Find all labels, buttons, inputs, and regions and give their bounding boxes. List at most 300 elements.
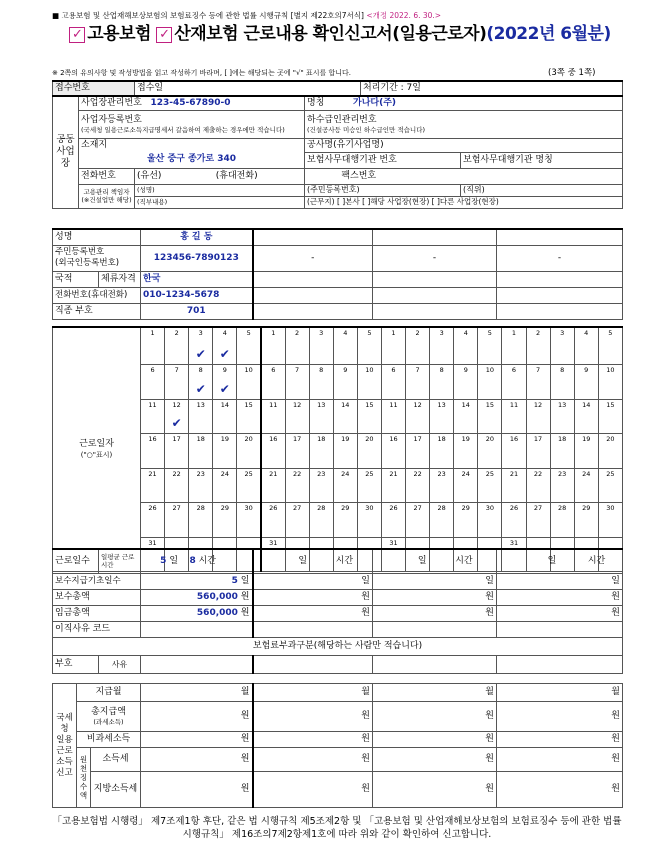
worker-id-field[interactable] [141, 245, 253, 271]
day-number: 15 [598, 399, 622, 416]
day-number: 5 [357, 327, 381, 347]
day-mark-cell[interactable] [189, 451, 213, 469]
day-number: 29 [333, 503, 357, 520]
day-number: 10 [237, 365, 261, 382]
day-number: 30 [478, 503, 502, 520]
day-number: 20 [478, 434, 502, 451]
day-mark-cell[interactable] [165, 416, 189, 434]
day-mark-cell[interactable] [333, 416, 357, 434]
day-mark-cell[interactable] [502, 451, 526, 469]
day-mark-cell[interactable] [213, 416, 237, 434]
checkbox-industrial[interactable]: ✓ [156, 27, 172, 43]
day-mark-cell[interactable] [237, 451, 261, 469]
day-number: 11 [502, 399, 526, 416]
day-mark-cell[interactable] [454, 520, 478, 538]
day-number: 15 [357, 399, 381, 416]
worker3-wage[interactable]: 원 [373, 605, 497, 621]
worker3-income-tax[interactable]: 원 [373, 748, 497, 772]
day-mark-cell[interactable] [598, 347, 622, 365]
pay-days-field[interactable] [141, 573, 253, 589]
day-number: 26 [141, 503, 165, 520]
pay-month-field[interactable]: 월 [141, 684, 253, 702]
day-number: 18 [430, 434, 454, 451]
day-mark-cell[interactable] [189, 520, 213, 538]
worker4-id[interactable]: - [497, 245, 623, 271]
worker3-premium[interactable] [373, 655, 497, 673]
day-number: 5 [478, 327, 502, 347]
day-mark-cell[interactable] [381, 382, 405, 400]
day-mark-cell[interactable] [502, 520, 526, 538]
day-mark-cell[interactable] [357, 347, 381, 365]
worker4-phone[interactable] [497, 287, 623, 303]
sub-mgmt-field[interactable] [305, 110, 623, 138]
nationality-value: 한국 [143, 273, 161, 284]
day-number: 4 [574, 327, 598, 347]
day-mark-cell[interactable] [309, 451, 333, 469]
day-mark-cell[interactable] [574, 451, 598, 469]
worker2-premium[interactable] [253, 655, 373, 673]
address-value: 울산 중구 종가로 340 [146, 154, 237, 165]
worker2-nation[interactable] [253, 271, 373, 287]
day-mark-cell[interactable] [261, 382, 285, 400]
project-field[interactable]: 공사명(유기사업명) [305, 138, 623, 152]
day-number: 21 [381, 468, 405, 485]
day-mark-cell[interactable] [550, 451, 574, 469]
worker2-phone[interactable] [253, 287, 373, 303]
worker2-job[interactable] [253, 303, 373, 319]
day-mark-cell[interactable] [165, 485, 189, 503]
day-mark-cell[interactable] [213, 485, 237, 503]
day-mark-cell[interactable] [165, 451, 189, 469]
worker4-pay[interactable]: 원 [497, 589, 623, 605]
day-number: 8 [550, 365, 574, 382]
nontax-field[interactable]: 원 [141, 732, 253, 748]
worker4-total-paid[interactable]: 원 [497, 702, 623, 732]
day-unit: 일 [169, 555, 179, 566]
day-mark-cell[interactable] [261, 347, 285, 365]
day-mark-cell[interactable] [141, 485, 165, 503]
job-code-label: 직종 부호 [53, 303, 141, 319]
day-mark-cell[interactable] [478, 347, 502, 365]
day-number: 25 [478, 468, 502, 485]
avg-hours-label: 일평균 근로시간 [99, 549, 141, 573]
worker2-nontax[interactable]: 원 [253, 732, 373, 748]
day-mark-cell[interactable] [454, 485, 478, 503]
day-number: 10 [357, 365, 381, 382]
title-daily-worker: (일용근로자) [392, 24, 487, 44]
title-industrial: 산재보험 근로내용 확인신고서 [174, 24, 393, 44]
total-wage-value: 560,000 [196, 607, 238, 618]
day-mark-cell[interactable] [526, 382, 550, 400]
day-number: 25 [357, 468, 381, 485]
worker3-phone[interactable] [373, 287, 497, 303]
worker2-pay[interactable]: 원 [253, 589, 373, 605]
work-days-label: 근로일수 [53, 549, 99, 573]
worker3-local-tax[interactable]: 원 [373, 772, 497, 808]
day-mark-cell[interactable] [406, 347, 430, 365]
day-mark-cell[interactable] [550, 485, 574, 503]
day-number: 15 [237, 399, 261, 416]
local-tax-field[interactable]: 원 [141, 772, 253, 808]
total-paid-field[interactable]: 원 [141, 702, 253, 732]
reg-no-label: 사업자등록번호 [81, 114, 142, 125]
day-mark-cell[interactable] [261, 451, 285, 469]
day-mark-cell[interactable] [502, 416, 526, 434]
day-number: 7 [406, 365, 430, 382]
total-pay-value: 560,000 [196, 591, 238, 602]
manager-dept-field[interactable]: (직부내용) [135, 196, 305, 208]
manager-work-field[interactable]: (근무지) [ ]본사 [ ]해당 사업장(현장) [ ]다른 사업장(현장) [305, 196, 623, 208]
day-number: 12 [406, 399, 430, 416]
day-mark-cell[interactable] [550, 382, 574, 400]
day-mark-cell[interactable] [357, 451, 381, 469]
worker4-premium[interactable] [497, 655, 623, 673]
day-mark-cell[interactable] [430, 451, 454, 469]
day-mark-cell[interactable] [406, 485, 430, 503]
worker2-wage[interactable]: 원 [253, 605, 373, 621]
worker-name-field[interactable] [141, 229, 253, 245]
day-mark-cell[interactable] [357, 520, 381, 538]
worker2-total-paid[interactable]: 원 [253, 702, 373, 732]
day-mark-cell[interactable] [141, 382, 165, 400]
work-days-field[interactable] [141, 549, 253, 573]
worker4-pay-days[interactable]: 일 [497, 573, 623, 589]
checkbox-employment[interactable]: ✓ [69, 27, 85, 43]
day-mark-cell[interactable] [165, 347, 189, 365]
day-mark-cell[interactable] [309, 485, 333, 503]
worker4-nation[interactable] [497, 271, 623, 287]
leave-reason-label: 이직사유 코드 [53, 621, 141, 637]
check-mark-icon: ✔ [195, 347, 206, 361]
worker3-id[interactable]: - [373, 245, 497, 271]
day-mark-cell[interactable] [333, 485, 357, 503]
day-mark-cell[interactable] [141, 347, 165, 365]
day-number: 9 [574, 365, 598, 382]
worker4-leave[interactable] [497, 621, 623, 637]
day-number: 8 [189, 365, 213, 382]
day-mark-cell[interactable] [598, 485, 622, 503]
day-mark-cell[interactable] [261, 416, 285, 434]
day-number: 3 [550, 327, 574, 347]
income-tax-label: 소득세 [91, 748, 141, 772]
manager-position-field[interactable]: (직위) [461, 184, 623, 196]
day-number: 18 [189, 434, 213, 451]
day-mark-cell[interactable] [333, 520, 357, 538]
day-mark-cell[interactable] [333, 451, 357, 469]
agent-no-field[interactable]: 보험사무대행기관 번호 [305, 152, 461, 168]
day-mark-cell[interactable] [574, 485, 598, 503]
worker3-month[interactable]: 월 [373, 684, 497, 702]
day-mark-cell[interactable] [285, 520, 309, 538]
day-mark-cell[interactable] [333, 382, 357, 400]
worker4-month[interactable]: 월 [497, 684, 623, 702]
worker3-nontax[interactable]: 원 [373, 732, 497, 748]
day-mark-cell[interactable] [237, 382, 261, 400]
day-mark-cell[interactable] [478, 451, 502, 469]
day-mark-cell[interactable] [430, 416, 454, 434]
phone-wired-label: (유선) [137, 170, 162, 181]
day-mark-cell[interactable] [261, 520, 285, 538]
day-mark-cell[interactable] [285, 416, 309, 434]
day-mark-cell[interactable] [381, 520, 405, 538]
worker4-wage[interactable]: 원 [497, 605, 623, 621]
day-mark-cell[interactable] [526, 485, 550, 503]
mgmt-no-label: 사업장관리번호 [81, 97, 142, 108]
day-mark-cell[interactable] [189, 382, 213, 400]
day-mark-cell[interactable] [237, 347, 261, 365]
worker3-total-paid[interactable]: 원 [373, 702, 497, 732]
day-mark-cell[interactable] [309, 416, 333, 434]
day-mark-cell[interactable] [406, 520, 430, 538]
job-code-value: 701 [186, 305, 206, 316]
day-mark-cell[interactable] [213, 451, 237, 469]
manager-label: 고용관리 책임자 [83, 188, 130, 196]
worker3-nation[interactable] [373, 271, 497, 287]
worker4-job[interactable] [497, 303, 623, 319]
check-mark-icon: ✔ [195, 381, 206, 396]
day-number: 10 [478, 365, 502, 382]
won-unit: 원 [240, 591, 250, 602]
worker3-pay[interactable]: 원 [373, 589, 497, 605]
day-mark-cell[interactable] [406, 451, 430, 469]
day-mark-cell[interactable] [574, 382, 598, 400]
day-mark-cell[interactable] [237, 416, 261, 434]
worker-id-label [53, 245, 141, 271]
day-number: 13 [550, 399, 574, 416]
instruction-note: ※ 2쪽의 유의사항 및 작성방법을 읽고 작성하기 바라며, [ ]에는 해당되는 곳에 "√" 표시를 합니다. [52, 69, 351, 77]
day-mark-cell[interactable] [357, 485, 381, 503]
manager-id-field[interactable]: (주민등록번호) [305, 184, 461, 196]
day-mark-cell[interactable] [381, 485, 405, 503]
day-mark-cell[interactable] [526, 347, 550, 365]
worker4-name[interactable] [497, 229, 623, 245]
day-number: 16 [141, 434, 165, 451]
day-mark-cell[interactable] [237, 520, 261, 538]
premium-reason-label: 사유 [99, 655, 141, 673]
day-mark-cell[interactable] [478, 382, 502, 400]
worker2-pay-days[interactable]: 일 [253, 573, 373, 589]
day-mark-cell[interactable] [526, 416, 550, 434]
worker4-income-tax[interactable]: 원 [497, 748, 623, 772]
day-mark-cell[interactable] [502, 347, 526, 365]
day-mark-cell[interactable] [430, 347, 454, 365]
day-mark-cell[interactable] [526, 451, 550, 469]
premium-code-label: 부호 [53, 655, 99, 673]
day-number: 22 [165, 468, 189, 485]
worker2-days[interactable] [253, 549, 373, 573]
day-mark-cell[interactable] [502, 485, 526, 503]
day-mark-cell[interactable] [574, 520, 598, 538]
agent-name-field[interactable]: 보험사무대행기관 명칭 [461, 152, 623, 168]
day-mark-cell[interactable] [213, 347, 237, 365]
day-mark-cell[interactable] [237, 485, 261, 503]
day-mark-cell[interactable] [165, 382, 189, 400]
day-mark-cell[interactable] [598, 416, 622, 434]
day-number: 22 [406, 468, 430, 485]
work-days-label: 근로일자 [79, 438, 114, 449]
day-number: 12 [526, 399, 550, 416]
total-pay-field[interactable] [141, 589, 253, 605]
day-mark-cell[interactable] [454, 347, 478, 365]
day-number: 31 [381, 537, 405, 554]
leave-reason-field[interactable] [141, 621, 253, 637]
worker2-name[interactable] [253, 229, 373, 245]
worker2-leave[interactable] [253, 621, 373, 637]
day-mark-cell[interactable] [574, 416, 598, 434]
day-mark-cell[interactable] [381, 347, 405, 365]
day-mark-cell[interactable] [574, 347, 598, 365]
day-mark-cell[interactable] [550, 520, 574, 538]
manager-name-field[interactable]: (성명) [135, 184, 305, 196]
form-header [52, 10, 441, 21]
day-number: 2 [526, 327, 550, 347]
day-mark-cell[interactable] [454, 382, 478, 400]
day-number: 23 [309, 468, 333, 485]
fax-field[interactable] [305, 168, 623, 184]
day-mark-cell[interactable] [213, 520, 237, 538]
day-number: 17 [165, 434, 189, 451]
stay-status-label: 체류자격 [99, 271, 141, 287]
company-name-field[interactable] [305, 96, 623, 110]
day-number: 27 [165, 503, 189, 520]
day-number: 9 [454, 365, 478, 382]
day-mark-cell[interactable] [598, 520, 622, 538]
day-mark-cell[interactable] [285, 451, 309, 469]
day-mark-cell[interactable] [309, 347, 333, 365]
day-number: 31 [261, 537, 285, 554]
hour-unit: 시간 [455, 555, 473, 566]
day-number: 3 [309, 327, 333, 347]
day-mark-cell[interactable] [189, 347, 213, 365]
total-paid-label-line1: 총지급액 [91, 707, 126, 717]
company-name-value: 가나다(주) [353, 97, 397, 108]
nationality-field[interactable] [141, 271, 253, 287]
income-tax-field[interactable]: 원 [141, 748, 253, 772]
day-mark-cell[interactable] [189, 416, 213, 434]
worker-id-label-line1: 주민등록번호 [55, 247, 105, 257]
day-mark-cell[interactable] [526, 520, 550, 538]
day-mark-cell[interactable] [550, 347, 574, 365]
day-mark-cell[interactable] [357, 382, 381, 400]
day-mark-cell[interactable] [598, 451, 622, 469]
worker3-pay-days[interactable]: 일 [373, 573, 497, 589]
day-mark-cell[interactable] [381, 416, 405, 434]
day-mark-cell[interactable] [141, 416, 165, 434]
work-days-label-cell [53, 327, 141, 572]
receipt-date-label: 접수일 [135, 81, 361, 96]
day-mark-cell[interactable] [598, 382, 622, 400]
fax-label: 팩스번호 [341, 170, 377, 181]
day-mark-cell[interactable] [285, 485, 309, 503]
day-mark-cell[interactable] [478, 485, 502, 503]
day-mark-cell[interactable] [478, 520, 502, 538]
address-field[interactable] [79, 152, 305, 168]
day-mark-cell[interactable] [261, 485, 285, 503]
job-code-field[interactable] [141, 303, 253, 319]
day-number: 12 [285, 399, 309, 416]
form-title [60, 24, 620, 45]
day-mark-cell[interactable] [165, 520, 189, 538]
day-mark-cell[interactable] [406, 416, 430, 434]
day-mark-cell[interactable] [309, 382, 333, 400]
worker2-income-tax[interactable]: 원 [253, 748, 373, 772]
worker3-leave[interactable] [373, 621, 497, 637]
worker4-days[interactable] [497, 549, 623, 573]
reg-no-field[interactable] [79, 110, 305, 138]
day-number: 28 [189, 503, 213, 520]
day-mark-cell[interactable] [550, 416, 574, 434]
day-mark-cell[interactable] [189, 485, 213, 503]
day-mark-cell[interactable] [478, 416, 502, 434]
check-mark-icon: ✔ [219, 381, 230, 396]
day-unit: 일 [298, 555, 308, 566]
total-wage-field[interactable] [141, 605, 253, 621]
day-mark-cell[interactable] [357, 416, 381, 434]
hours-value: 8 [189, 555, 196, 566]
day-mark-cell[interactable] [406, 382, 430, 400]
day-mark-cell[interactable] [309, 520, 333, 538]
day-number: 30 [357, 503, 381, 520]
nontax-label: 비과세소득 [77, 732, 141, 748]
day-number: 14 [333, 399, 357, 416]
worker-id-value: 123456-7890123 [153, 252, 239, 263]
worker2-id[interactable]: - [253, 245, 373, 271]
worker-phone-field[interactable] [141, 287, 253, 303]
tax-table [52, 683, 623, 808]
receipt-no-label: 접수번호 [53, 81, 135, 96]
worker2-local-tax[interactable]: 원 [253, 772, 373, 808]
pay-days-value: 5 [231, 575, 238, 586]
day-number: 4 [454, 327, 478, 347]
worker3-job[interactable] [373, 303, 497, 319]
worker4-nontax[interactable]: 원 [497, 732, 623, 748]
day-mark-cell[interactable] [333, 347, 357, 365]
day-mark-cell[interactable] [285, 382, 309, 400]
worker2-month[interactable]: 월 [253, 684, 373, 702]
worker3-days[interactable] [373, 549, 497, 573]
mgmt-no-field[interactable] [79, 96, 305, 110]
day-number: 1 [141, 327, 165, 347]
manager-note: (※건설업만 해당) [81, 196, 132, 204]
day-mark-cell[interactable] [430, 520, 454, 538]
day-mark-cell[interactable] [430, 485, 454, 503]
sub-mgmt-note: (건설공사등 미승인 하수급인만 적습니다) [307, 125, 426, 134]
company-name-label: 명칭 [307, 97, 325, 108]
day-mark-cell[interactable] [454, 451, 478, 469]
day-mark-cell[interactable] [285, 347, 309, 365]
day-number: 20 [357, 434, 381, 451]
day-mark-cell[interactable] [454, 416, 478, 434]
day-mark-cell[interactable] [141, 451, 165, 469]
withholding-label: 원천징수액 [77, 748, 91, 808]
day-mark-cell[interactable] [502, 382, 526, 400]
day-number: 11 [141, 399, 165, 416]
premium-field[interactable] [141, 655, 253, 673]
day-mark-cell[interactable] [213, 382, 237, 400]
worker4-local-tax[interactable]: 원 [497, 772, 623, 808]
phone-field[interactable] [135, 168, 305, 184]
day-mark-cell[interactable] [381, 451, 405, 469]
day-number: 19 [213, 434, 237, 451]
worker-name-label: 성명 [53, 229, 141, 245]
declaration-text: 「고용보험법 시행령」 제7조제1항 후단, 같은 법 시행규칙 제5조제2항 및 「고용보험 및 산업재해보상보험의 보험료징수 등에 관한 법률 시행규칙」 제16조의7제2항제1호에 따라 위와 같이 확인하여 신고합니다. [52, 816, 622, 840]
day-number: 19 [574, 434, 598, 451]
nationality-label: 국적 [53, 271, 99, 287]
day-number: 16 [381, 434, 405, 451]
worker3-name[interactable] [373, 229, 497, 245]
day-mark-cell[interactable] [430, 382, 454, 400]
day-mark-cell[interactable] [141, 520, 165, 538]
